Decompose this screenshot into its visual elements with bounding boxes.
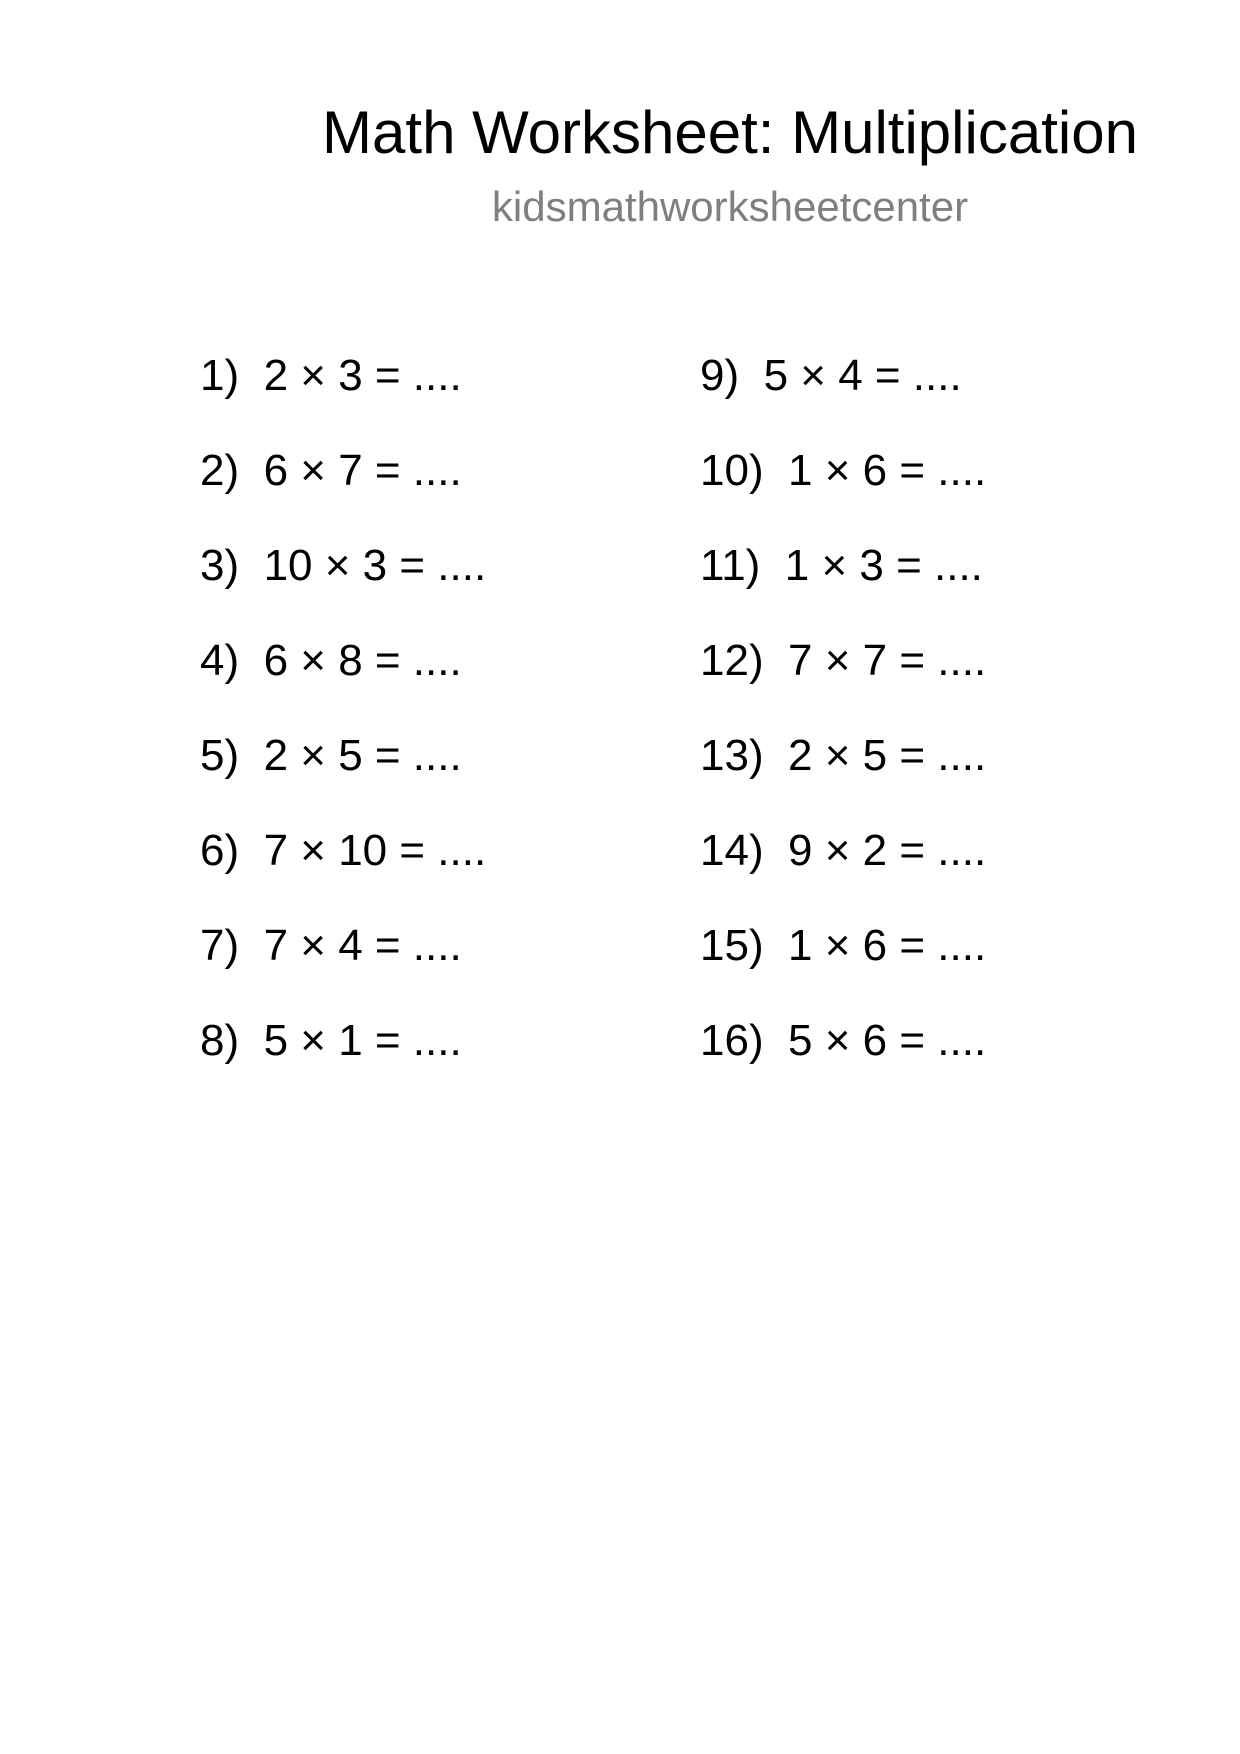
problem-item bbox=[700, 350, 1150, 445]
problem-number: 3) bbox=[200, 541, 240, 590]
problems-column-right bbox=[700, 350, 1150, 1110]
problem-item bbox=[200, 445, 650, 540]
problem-item bbox=[700, 825, 1150, 920]
problem-number: 16) bbox=[700, 1016, 764, 1065]
problem-item bbox=[700, 540, 1150, 635]
page-title: Math Worksheet: Multiplication bbox=[322, 99, 1138, 166]
problem-expression: 6 × 8 = .... bbox=[263, 636, 462, 685]
problem-expression: 1 × 6 = .... bbox=[788, 446, 987, 495]
problem-expression: 7 × 7 = .... bbox=[788, 636, 987, 685]
problem-item bbox=[200, 920, 650, 1015]
problem-number: 12) bbox=[700, 636, 764, 685]
problem-expression: 10 × 3 = .... bbox=[263, 541, 487, 590]
problem-expression: 5 × 4 = .... bbox=[763, 351, 962, 400]
problem-item bbox=[200, 1015, 650, 1110]
problem-expression: 5 × 6 = .... bbox=[788, 1016, 987, 1065]
problem-expression: 5 × 1 = .... bbox=[263, 1016, 462, 1065]
problems-column-left bbox=[200, 350, 650, 1110]
problem-number: 11) bbox=[700, 541, 761, 590]
problem-item bbox=[200, 730, 650, 825]
problem-expression: 2 × 5 = .... bbox=[788, 731, 987, 780]
problem-number: 14) bbox=[700, 826, 764, 875]
problem-expression: 7 × 10 = .... bbox=[263, 826, 487, 875]
problem-expression: 1 × 3 = .... bbox=[784, 541, 983, 590]
problem-number: 8) bbox=[200, 1016, 240, 1065]
problem-number: 7) bbox=[200, 921, 240, 970]
problem-expression: 7 × 4 = .... bbox=[263, 921, 462, 970]
problem-item bbox=[200, 540, 650, 635]
problem-number: 1) bbox=[200, 351, 240, 400]
problem-expression: 1 × 6 = .... bbox=[788, 921, 987, 970]
problem-expression: 9 × 2 = .... bbox=[788, 826, 987, 875]
problem-number: 2) bbox=[200, 446, 240, 495]
problem-number: 5) bbox=[200, 731, 240, 780]
problem-expression: 2 × 5 = .... bbox=[263, 731, 462, 780]
problem-number: 10) bbox=[700, 446, 764, 495]
problem-item bbox=[700, 1015, 1150, 1110]
problem-number: 4) bbox=[200, 636, 240, 685]
problem-number: 15) bbox=[700, 921, 764, 970]
problem-expression: 2 × 3 = .... bbox=[263, 351, 462, 400]
page-subtitle: kidsmathworksheetcenter bbox=[491, 183, 969, 230]
problem-item bbox=[200, 350, 650, 445]
problem-item bbox=[700, 920, 1150, 1015]
problem-number: 13) bbox=[700, 731, 764, 780]
problem-expression: 6 × 7 = .... bbox=[263, 446, 462, 495]
problem-number: 9) bbox=[700, 351, 740, 400]
problem-item bbox=[200, 825, 650, 920]
problem-item bbox=[700, 445, 1150, 540]
problem-item bbox=[200, 635, 650, 730]
problem-number: 6) bbox=[200, 826, 240, 875]
problem-item bbox=[700, 635, 1150, 730]
problem-item bbox=[700, 730, 1150, 825]
